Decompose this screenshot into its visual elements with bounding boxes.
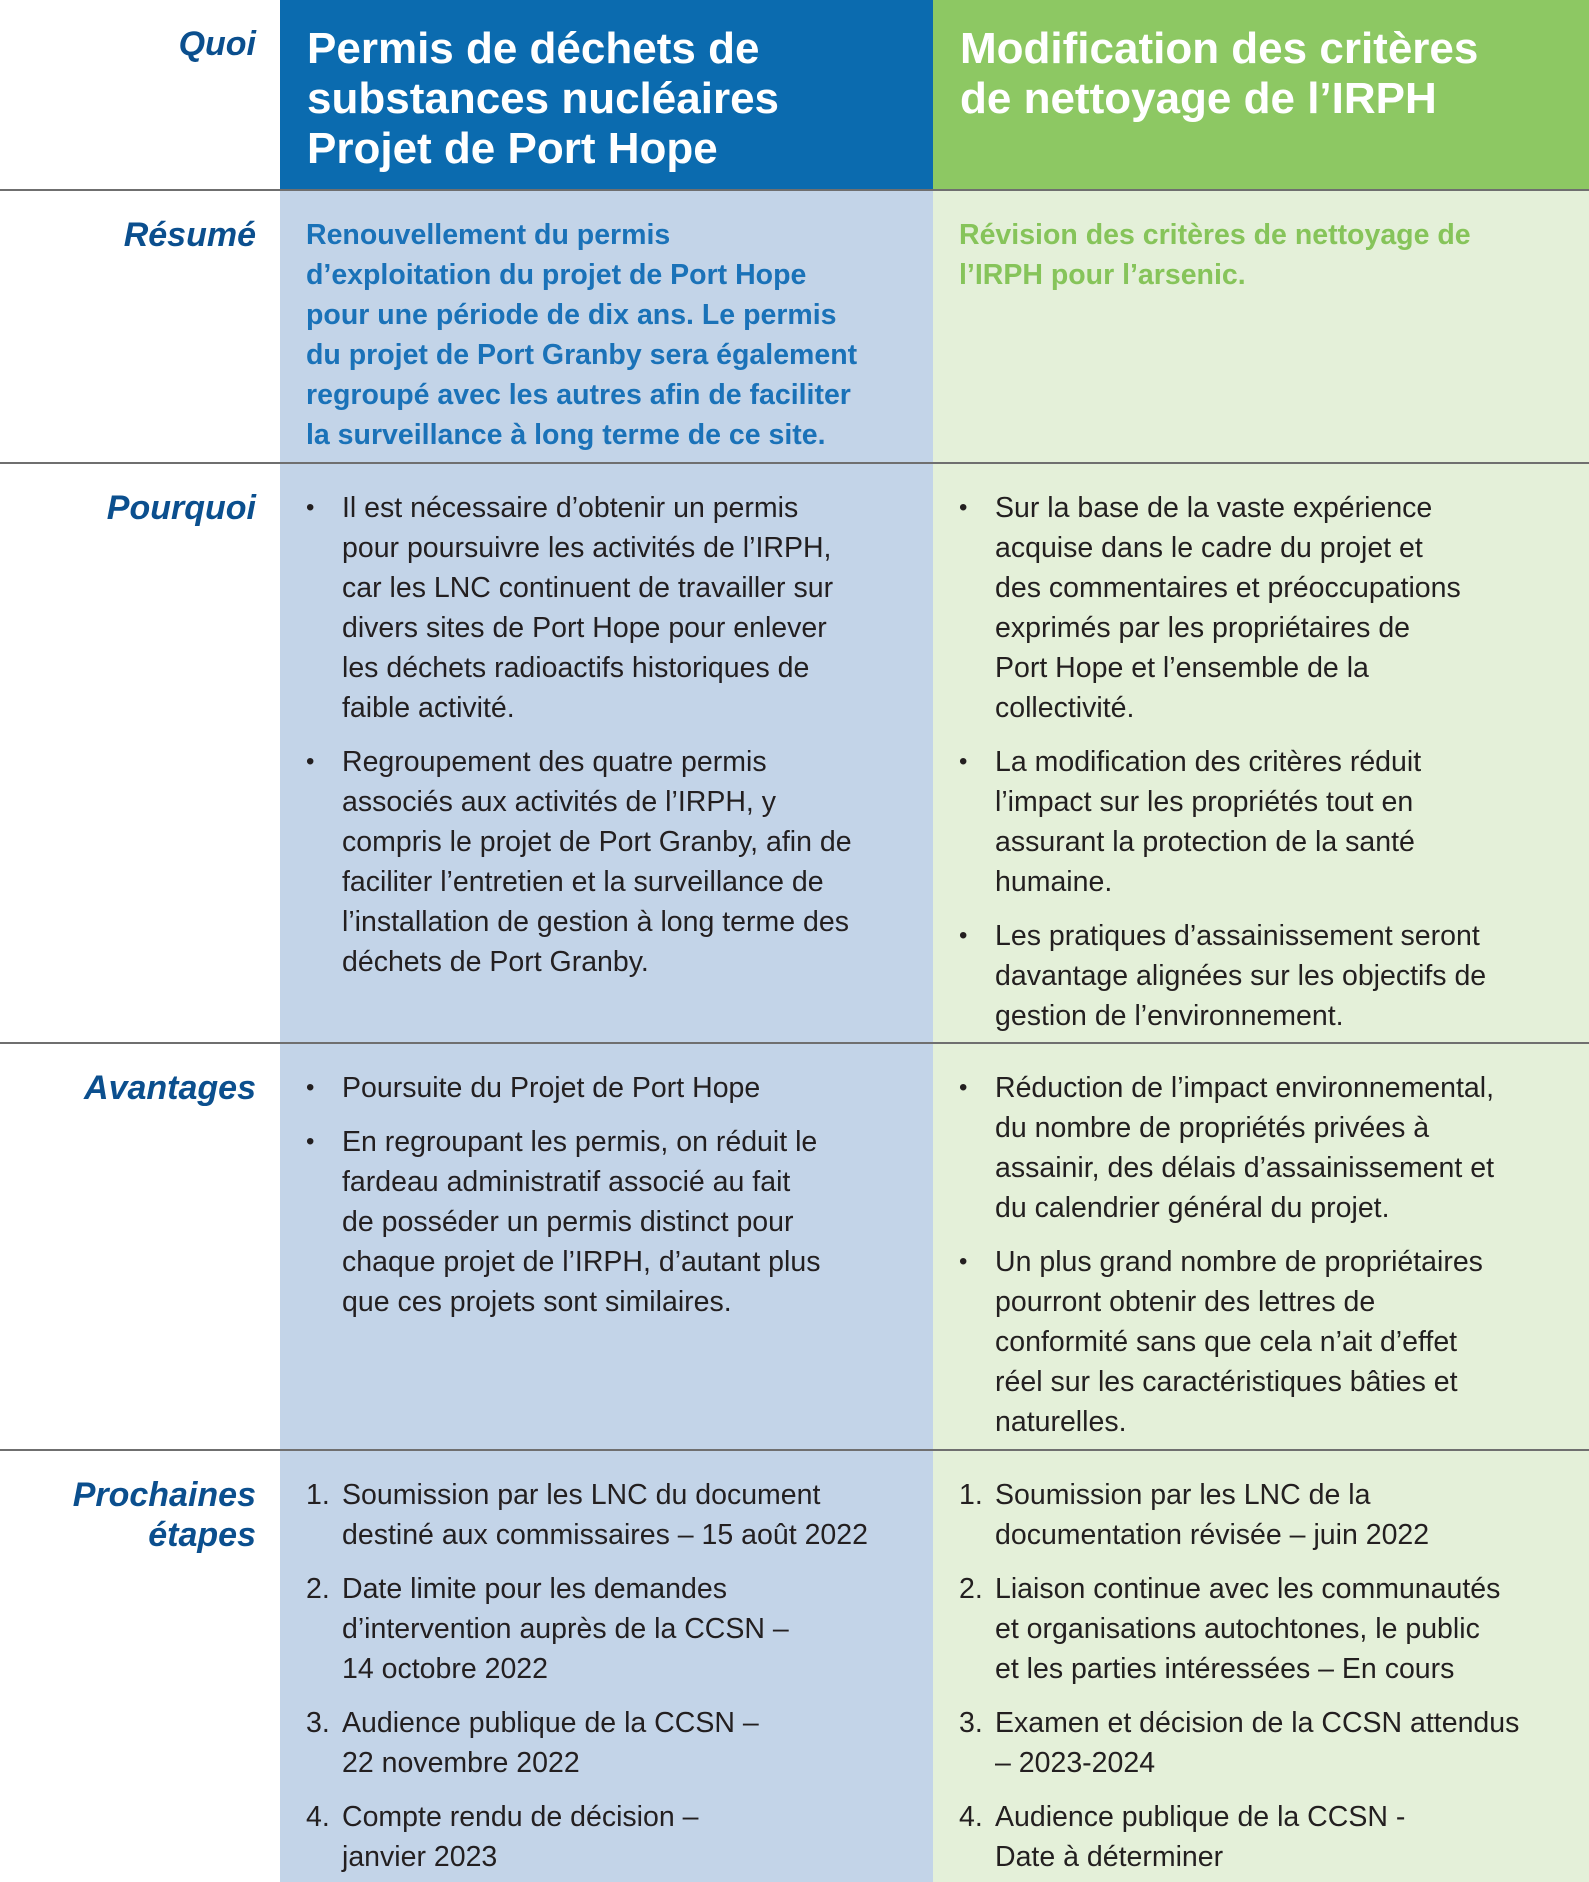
bullet-line: conformité sans que cela n’ait d’effet [995,1326,1458,1358]
bullet-line: car les LNC continuent de travailler sur [342,572,834,604]
bullet-item [933,1068,1573,1228]
etapes-criteres-list [933,1451,1589,1877]
text-line: pour une période de dix ans. Le permis [306,299,837,331]
bullet-line: déchets de Port Granby. [342,946,649,978]
bullet-line: humaine. [995,866,1113,898]
text-line: Renouvellement du permis [306,219,671,251]
bullet-line: • En regroupant les permis, on réduit le [342,1126,818,1158]
text-line: Modification des critères [960,24,1479,73]
bullet-line: fardeau administratif associé au fait [342,1166,791,1198]
step-number: 4. [959,1801,983,1833]
pourquoi-criteres-list [933,464,1589,1036]
bullet-item [933,488,1573,728]
bullet-line: que ces projets sont similaires. [342,1286,732,1318]
step-number: 3. [306,1707,330,1739]
bullet-line: • Réduction de l’impact environnemental, [995,1072,1495,1104]
step-item [280,1475,917,1555]
step-line: Soumission par les LNC du document [342,1479,821,1511]
bullet-item [933,1242,1573,1442]
step-number: 3. [959,1707,983,1739]
text-line: d’exploitation du projet de Port Hope [306,259,807,291]
text-line: regroupé avec les autres afin de faciliter [306,379,851,411]
step-item [280,1703,917,1783]
text-line: l’IRPH pour l’arsenic. [959,259,1246,291]
step-number: 2. [306,1573,330,1605]
step-line: destiné aux commissaires – 15 août 2022 [342,1519,868,1551]
bullet-line: divers sites de Port Hope pour enlever [342,612,827,644]
step-number: 1. [959,1479,983,1511]
bullet-line: faible activité. [342,692,515,724]
column-header-permis [280,0,933,189]
bullet-item [933,916,1573,1036]
bullet-line: davantage alignées sur les objectifs de [995,960,1487,992]
bullet-item [280,1068,917,1108]
bullet-line: Port Hope et l’ensemble de la [995,652,1369,684]
step-line: Date à déterminer [995,1841,1224,1873]
row-label-quoi: Quoi [178,25,256,63]
row-label-pourquoi: Pourquoi [0,462,280,1042]
bullet-line: pourront obtenir des lettres de [995,1286,1376,1318]
text-line: Permis de déchets de [307,24,760,73]
bullet-line: assurant la protection de la santé [995,826,1415,858]
step-line: et les parties intéressées – En cours [995,1653,1455,1685]
avantages-criteres-cell [933,1042,1589,1449]
step-line: Audience publique de la CCSN – [342,1707,759,1739]
pourquoi-permis-cell [280,462,933,1042]
step-item [280,1797,917,1877]
text-line: de nettoyage de l’IRPH [960,74,1437,123]
row-label-avantages: Avantages [0,1042,280,1449]
pourquoi-criteres-cell [933,462,1589,1042]
step-line: 14 octobre 2022 [342,1653,548,1685]
column-header-criteres [933,0,1589,189]
step-item [280,1569,917,1689]
avantages-permis-cell [280,1042,933,1449]
bullet-item [280,1122,917,1322]
etapes-criteres-cell [933,1449,1589,1882]
bullet-line: de posséder un permis distinct pour [342,1206,794,1238]
step-line: Audience publique de la CCSN - [995,1801,1406,1833]
text-line: substances nucléaires [307,74,780,123]
bullet-line: faciliter l’entretien et la surveillance de [342,866,824,898]
step-number: 1. [306,1479,330,1511]
bullet-line: collectivité. [995,692,1135,724]
summary-criteres [933,189,1589,462]
bullet-line: chaque projet de l’IRPH, d’autant plus [342,1246,821,1278]
step-item [933,1475,1573,1555]
row-label-prochaines-line-2: étapes [148,1516,256,1554]
step-number: 2. [959,1573,983,1605]
etapes-permis-list [280,1451,933,1877]
bullet-line: du calendrier général du projet. [995,1192,1390,1224]
bullet-line: • Poursuite du Projet de Port Hope [342,1072,761,1104]
step-item [933,1569,1573,1689]
bullet-line: naturelles. [995,1406,1127,1438]
bullet-line: • Il est nécessaire d’obtenir un permis [342,492,799,524]
bullet-item [280,742,917,982]
bullet-line: l’installation de gestion à long terme des [342,906,849,938]
step-line: d’intervention auprès de la CCSN – [342,1613,789,1645]
row-label-prochaines-etapes [0,1449,280,1882]
step-number: 4. [306,1801,330,1833]
row-label-prochaines-line-1: Prochaines [72,1476,256,1514]
avantages-permis-list [280,1044,933,1322]
bullet-line: • La modification des critères réduit [995,746,1422,778]
bullet-line: • Sur la base de la vaste expérience [995,492,1433,524]
avantages-criteres-list [933,1044,1589,1442]
step-line: et organisations autochtones, le public [995,1613,1480,1645]
step-item [933,1703,1573,1783]
bullet-line: gestion de l’environnement. [995,1000,1344,1032]
step-line: Compte rendu de décision – [342,1801,699,1833]
text-line: Révision des critères de nettoyage de [959,219,1471,251]
etapes-permis-cell [280,1449,933,1882]
bullet-line: • Les pratiques d’assainissement seront [995,920,1480,952]
bullet-line: réel sur les caractéristiques bâties et [995,1366,1458,1398]
step-line: Examen et décision de la CCSN attendus [995,1707,1520,1739]
bullet-item [280,488,917,728]
step-line: Soumission par les LNC de la [995,1479,1371,1511]
bullet-line: assainir, des délais d’assainissement et [995,1152,1495,1184]
pourquoi-permis-list [280,464,933,982]
text-line: la surveillance à long terme de ce site. [306,419,826,451]
bullet-line: compris le projet de Port Granby, afin de [342,826,852,858]
bullet-line: les déchets radioactifs historiques de [342,652,810,684]
step-line: Date limite pour les demandes [342,1573,727,1605]
step-line: documentation révisée – juin 2022 [995,1519,1430,1551]
bullet-line: acquise dans le cadre du projet et [995,532,1423,564]
step-line: janvier 2023 [342,1841,498,1873]
bullet-line: du nombre de propriétés privées à [995,1112,1430,1144]
bullet-line: l’impact sur les propriétés tout en [995,786,1414,818]
text-line: Projet de Port Hope [307,124,718,173]
bullet-item [933,742,1573,902]
bullet-line: exprimés par les propriétaires de [995,612,1411,644]
step-line: – 2023-2024 [995,1747,1156,1779]
text-line: du projet de Port Granby sera également [306,339,858,371]
step-line: Liaison continue avec les communautés [995,1573,1501,1605]
bullet-line: • Regroupement des quatre permis [342,746,767,778]
bullet-line: • Un plus grand nombre de propriétaires [995,1246,1483,1278]
row-label-resume: Résumé [0,189,280,462]
bullet-line: associés aux activités de l’IRPH, y [342,786,776,818]
bullet-line: pour poursuivre les activités de l’IRPH, [342,532,832,564]
step-line: 22 novembre 2022 [342,1747,580,1779]
step-item [933,1797,1573,1877]
bullet-line: des commentaires et préoccupations [995,572,1461,604]
summary-permis [280,189,933,462]
